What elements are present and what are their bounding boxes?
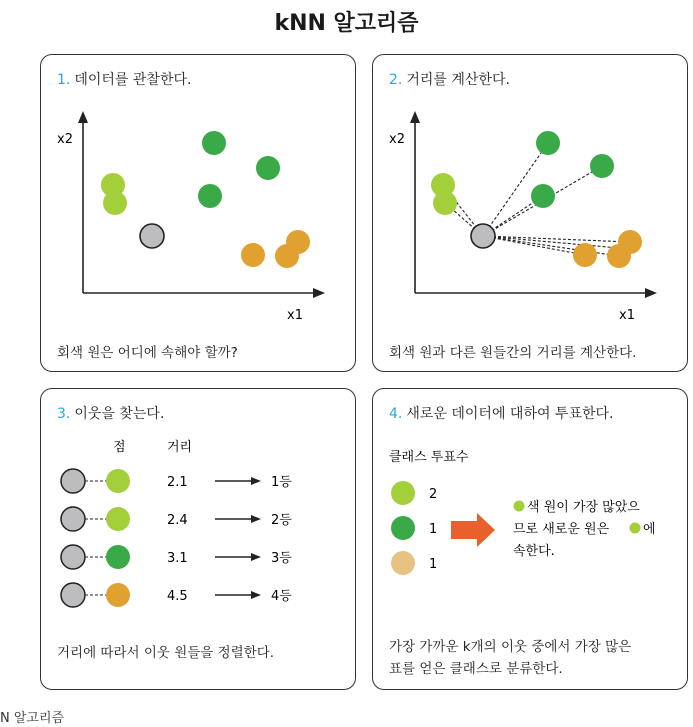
peach-class-point <box>391 551 415 575</box>
light-green-class-point <box>391 481 415 505</box>
panel-find-neighbors <box>40 388 356 690</box>
scatter-plot <box>41 55 357 373</box>
green-point <box>202 131 226 155</box>
green-class-point <box>391 516 415 540</box>
neighbor-rows <box>61 469 292 607</box>
result-text: 므로 새로운 원은 <box>513 522 610 537</box>
orange-point <box>275 244 299 268</box>
panel-caption: 회색 원과 다른 원들간의 거리를 계산한다. <box>389 345 637 361</box>
arrow-right-icon <box>451 513 495 547</box>
orange-point <box>573 243 597 267</box>
green-point <box>536 131 560 155</box>
orange-point <box>241 243 265 267</box>
arrow-right-icon <box>251 477 261 485</box>
header-point: 점 <box>113 440 126 455</box>
result-text: 에 <box>643 522 656 537</box>
rank-label: 4등 <box>271 589 292 604</box>
rank-label: 1등 <box>271 475 292 490</box>
gray-query-point <box>471 224 495 248</box>
light-green-point <box>103 191 127 215</box>
green-point <box>256 156 280 180</box>
gray-point <box>61 583 85 607</box>
x-axis-label: x1 <box>287 308 303 323</box>
light-green-point <box>106 469 130 493</box>
arrow-right-icon <box>251 515 261 523</box>
green-point <box>106 545 130 569</box>
step-title: 새로운 데이터에 대하여 투표한다. <box>406 406 614 422</box>
step-title: 거리를 계산한다. <box>406 72 510 88</box>
green-point <box>531 184 555 208</box>
gray-point <box>61 545 85 569</box>
panel-vote <box>372 388 688 690</box>
panel-observe-data <box>40 54 356 372</box>
green-point <box>590 154 614 178</box>
arrow-right-icon <box>251 591 261 599</box>
x-axis-label: x1 <box>619 308 635 323</box>
vote-count: 1 <box>429 557 438 572</box>
rank-label: 2등 <box>271 513 292 528</box>
gray-point <box>61 469 85 493</box>
light-green-point <box>106 507 130 531</box>
orange-point <box>607 244 631 268</box>
gray-point <box>61 507 85 531</box>
page-title: kNN 알고리즘 <box>274 11 419 36</box>
result-text: 속한다. <box>513 544 555 559</box>
result-text: 색 원이 가장 많았으 <box>527 500 640 515</box>
step-number: 3. <box>57 406 71 422</box>
y-axis-label: x2 <box>389 132 405 147</box>
vote-list <box>391 481 437 575</box>
distance-value: 3.1 <box>167 551 188 566</box>
distance-value: 2.1 <box>167 475 188 490</box>
light-green-dot <box>514 501 525 512</box>
panel-caption: 거리에 따라서 이웃 원들을 정렬한다. <box>57 645 275 661</box>
y-axis-label: x2 <box>57 132 73 147</box>
step-number: 2. <box>389 72 403 88</box>
panel-compute-distance <box>372 54 688 372</box>
panel-caption: 가장 가까운 k개의 이웃 중에서 가장 많은 <box>389 639 632 655</box>
distance-value: 4.5 <box>167 589 188 604</box>
step-number: 1. <box>57 72 71 88</box>
gray-query-point <box>140 224 164 248</box>
green-point <box>198 184 222 208</box>
distance-plot <box>373 55 689 373</box>
panel-caption: 표를 얻은 클래스로 분류한다. <box>389 661 563 677</box>
panel-caption: 회색 원은 어디에 속해야 할까? <box>57 345 238 361</box>
light-green-point <box>433 191 457 215</box>
rank-label: 3등 <box>271 551 292 566</box>
header-distance: 거리 <box>167 440 193 455</box>
step-title: 이웃을 찾는다. <box>74 406 165 422</box>
light-green-dot <box>630 523 641 534</box>
vote-count: 2 <box>429 487 438 502</box>
vote-title: 클래스 투표수 <box>389 450 469 465</box>
step-title: 데이터를 관찰한다. <box>74 72 192 88</box>
arrow-right-icon <box>251 553 261 561</box>
step-number: 4. <box>389 406 403 422</box>
distance-value: 2.4 <box>167 513 188 528</box>
vote-count: 1 <box>429 522 438 537</box>
orange-point <box>106 583 130 607</box>
footer-caption: N 알고리즘 <box>0 711 65 726</box>
